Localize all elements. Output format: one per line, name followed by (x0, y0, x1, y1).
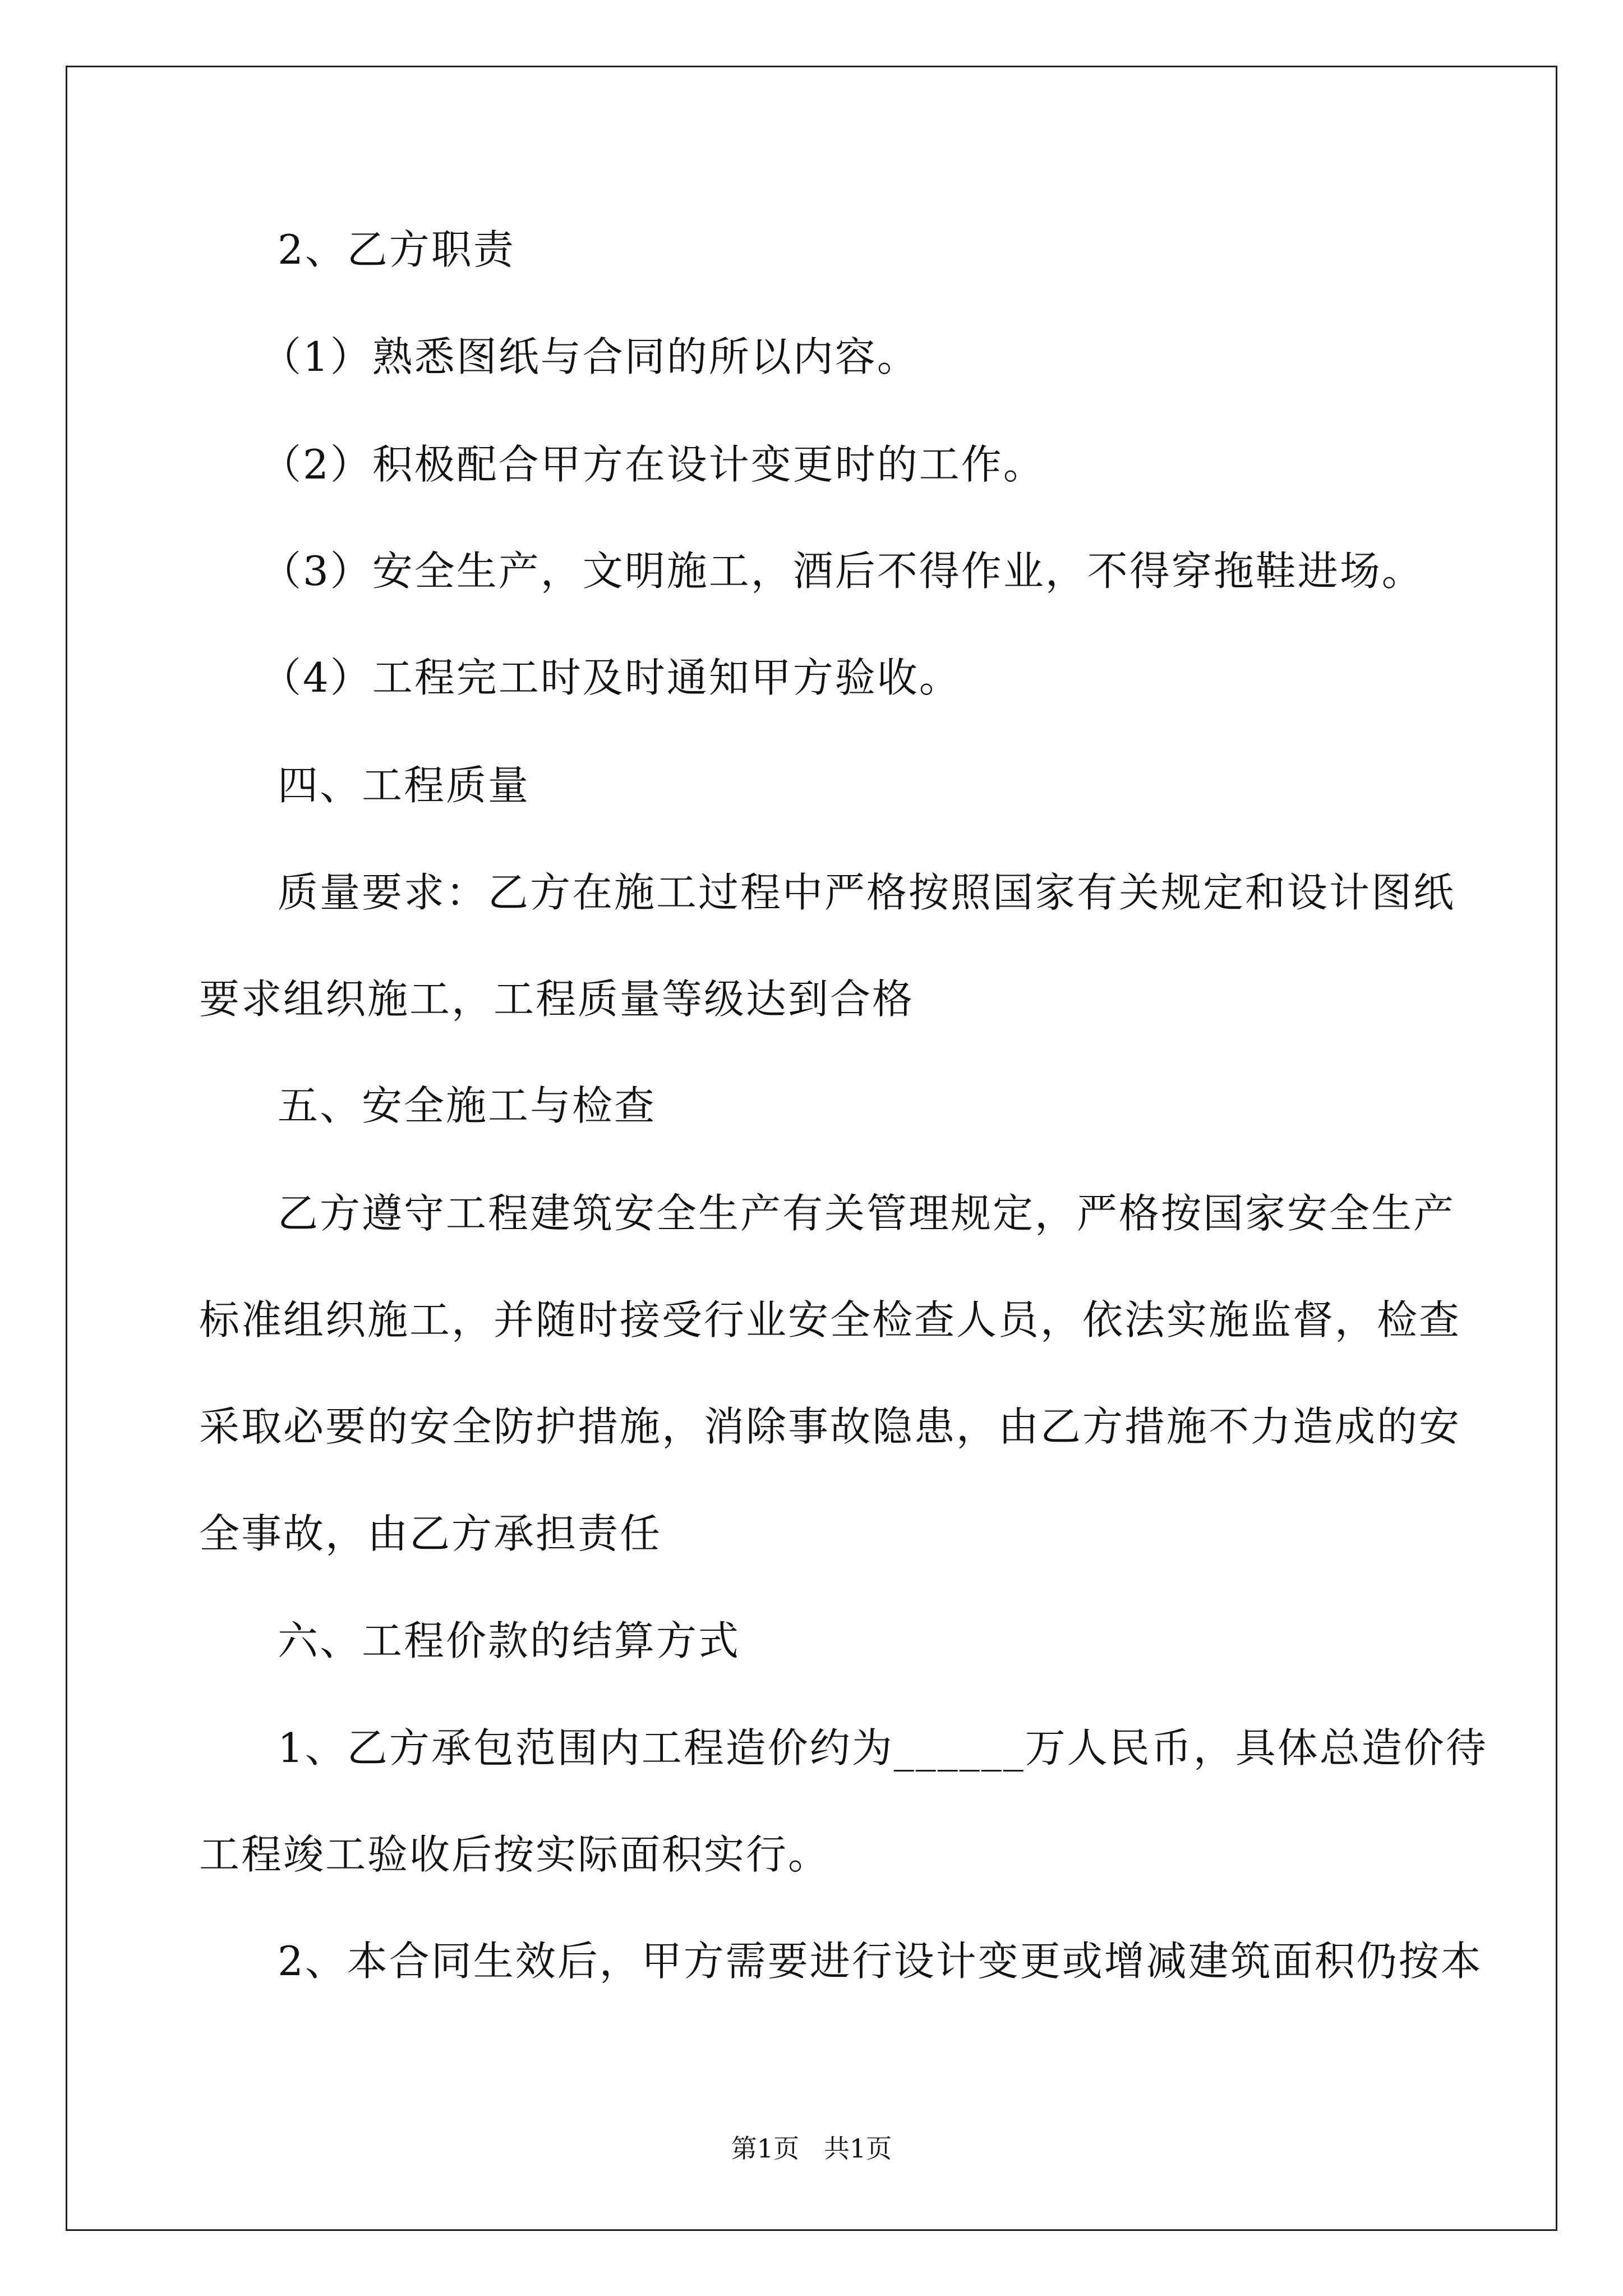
duty-item-1: （1）熟悉图纸与合同的所以内容。 (261, 333, 919, 380)
paragraph-line: 乙方遵守工程建筑安全生产有关管理规定，严格按国家安全生产 (278, 1190, 1456, 1237)
paragraph-line: 全事故，由乙方承担责任 (199, 1510, 662, 1557)
section-heading-quality: 四、工程质量 (278, 762, 531, 809)
paragraph-line: 标准组织施工，并随时接受行业安全检查人员，依法实施监督，检查 (199, 1296, 1461, 1343)
paragraph-line: 工程竣工验收后按实际面积实行。 (199, 1831, 831, 1878)
duty-item-3: （3）安全生产，文明施工，酒后不得作业，不得穿拖鞋进场。 (261, 547, 1424, 595)
paragraph-line: 要求组织施工，工程质量等级达到合格 (199, 976, 915, 1023)
paragraph-line: 质量要求：乙方在施工过程中严格按照国家有关规定和设计图纸 (278, 869, 1456, 916)
paragraph-line: 2、本合同生效后，甲方需要进行设计变更或增减建筑面积仍按本 (278, 1938, 1483, 1985)
section-heading-safety: 五、安全施工与检查 (278, 1082, 657, 1129)
page-border (66, 66, 1557, 2231)
duty-item-4: （4）工程完工时及时通知甲方验收。 (261, 654, 961, 701)
duty-item-2: （2）积极配合甲方在设计变更时的工作。 (261, 441, 1045, 488)
paragraph-line: 采取必要的安全防护措施，消除事故隐患，由乙方措施不力造成的安 (199, 1403, 1461, 1450)
section-heading-settlement: 六、工程价款的结算方式 (278, 1617, 741, 1664)
paragraph-line: 1、乙方承包范围内工程造价约为______万人民币，具体总造价待 (278, 1724, 1488, 1772)
page-number-footer: 第1页 共1页 (731, 2133, 892, 2164)
section-heading-party-b-duties: 2、乙方职责 (278, 226, 515, 273)
